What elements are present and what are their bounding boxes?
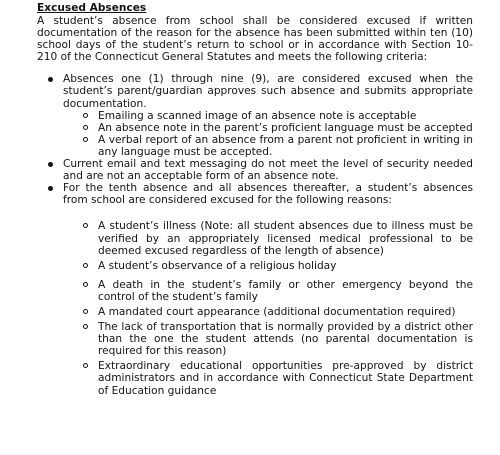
reason-text: A student’s illness (Note: all student absences due to illness must be verified by an appropriately licensed medical professional to be deemed excused regardless of the length of absence) [98, 220, 473, 257]
section-title: Excused Absences [37, 2, 147, 14]
sub-item-text: Emailing a scanned image of an absence note is acceptable [98, 109, 417, 122]
reasons-list [63, 220, 473, 396]
circle-bullet-icon [83, 223, 88, 228]
criteria-list [37, 73, 473, 396]
criteria-item [63, 158, 473, 182]
reason-item [98, 220, 473, 256]
bullet-icon [48, 77, 53, 82]
circle-bullet-icon [83, 125, 88, 130]
intro-paragraph: A student’s absence from school shall be considered excused if written documentation of the reason for the absence has been submitted within ten (10) school days of the student’s return to school or in accordance with Section 10-210 of the Connecticut General Statutes and meets the following criteria: [37, 15, 473, 64]
circle-bullet-icon [83, 137, 88, 142]
reason-text: A mandated court appearance (additional documentation required) [98, 305, 456, 318]
sub-item-text: A verbal report of an absence from a parent not proficient in writing in any language must be accepted. [98, 133, 473, 158]
criteria-item-text: Absences one (1) through nine (9), are considered excused when the student’s parent/guardian approves such absence and submits appropriate documentation. [63, 73, 473, 110]
reason-text: The lack of transportation that is normally provided by a district other than the one the student attends (no parental documentation is required for this reason) [98, 321, 473, 358]
criteria-item-text: Current email and text messaging do not meet the level of security needed and are not an acceptable form of an absence note. [63, 158, 473, 183]
bullet-icon [48, 186, 53, 191]
circle-bullet-icon [83, 309, 88, 314]
sub-list-item [98, 134, 473, 158]
circle-bullet-icon [83, 113, 88, 118]
reason-text: Extraordinary educational opportunities pre-approved by district administrators and in accordance with Connecticut State Department of Education guidance [98, 360, 473, 397]
reason-item [98, 306, 473, 318]
sub-list [63, 110, 473, 158]
sub-list-item [98, 122, 473, 134]
document-page [37, 2, 473, 397]
sub-list-item [98, 110, 473, 122]
reason-text: A death in the student’s family or other emergency beyond the control of the student’s family [98, 278, 473, 303]
circle-bullet-icon [83, 363, 88, 368]
reason-item [98, 321, 473, 357]
circle-bullet-icon [83, 263, 88, 268]
criteria-item-text: For the tenth absence and all absences thereafter, a student’s absences from school are considered excused for the following reasons: [63, 182, 473, 207]
reason-item [98, 279, 473, 303]
circle-bullet-icon [83, 324, 88, 329]
criteria-item [63, 73, 473, 158]
reason-item [98, 260, 473, 272]
reason-item [98, 360, 473, 396]
circle-bullet-icon [83, 282, 88, 287]
sub-item-text: An absence note in the parent’s proficient language must be accepted [98, 121, 473, 134]
criteria-item [63, 182, 473, 396]
reason-text: A student’s observance of a religious holiday [98, 259, 337, 272]
bullet-icon [48, 162, 53, 167]
